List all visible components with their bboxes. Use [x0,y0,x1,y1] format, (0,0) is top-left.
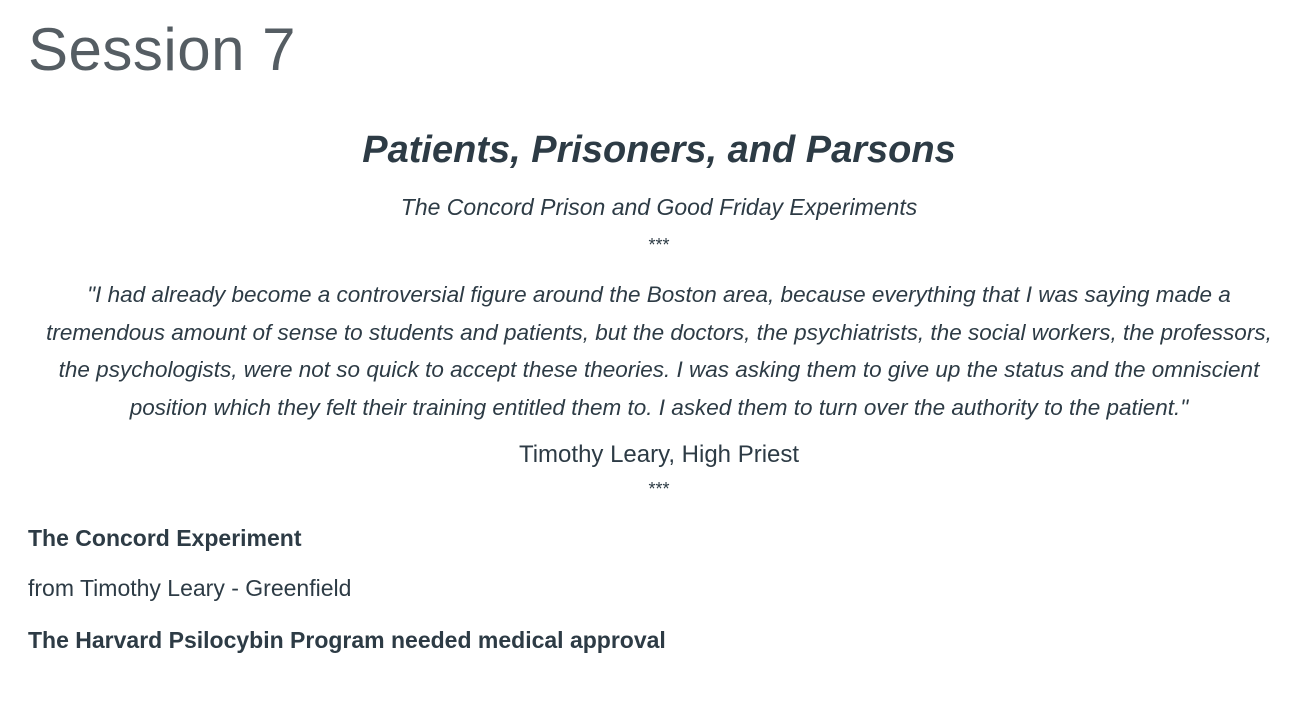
section-heading-concord: The Concord Experiment [28,525,302,551]
session-subtitle: Patients, Prisoners, and Parsons [362,129,956,171]
divider-stars: *** [648,235,670,255]
divider-stars-2: *** [648,479,670,499]
source-line: from Timothy Leary - Greenfield [28,575,352,601]
quote-attribution: Timothy Leary, High Priest [518,441,800,468]
session-subsubtitle: The Concord Prison and Good Friday Experiments [400,194,918,220]
page-title: Session 7 [28,16,296,83]
section-heading-harvard: The Harvard Psilocybin Program needed medical approval [28,627,666,653]
epigraph-quote: "I had already become a controversial figure around the Boston area, because everything that I was saying made a tremendous amount of sense to students and patients, but the doctors, the psychiatrists, the social workers, the professors, the psychologists, were not so quick to accept these theories. I was asking them to give up the status and the omniscient position which they felt their training entitled them to. I asked them to turn over the authority to the patient." [46,282,1272,420]
page-content [28,122,1290,656]
